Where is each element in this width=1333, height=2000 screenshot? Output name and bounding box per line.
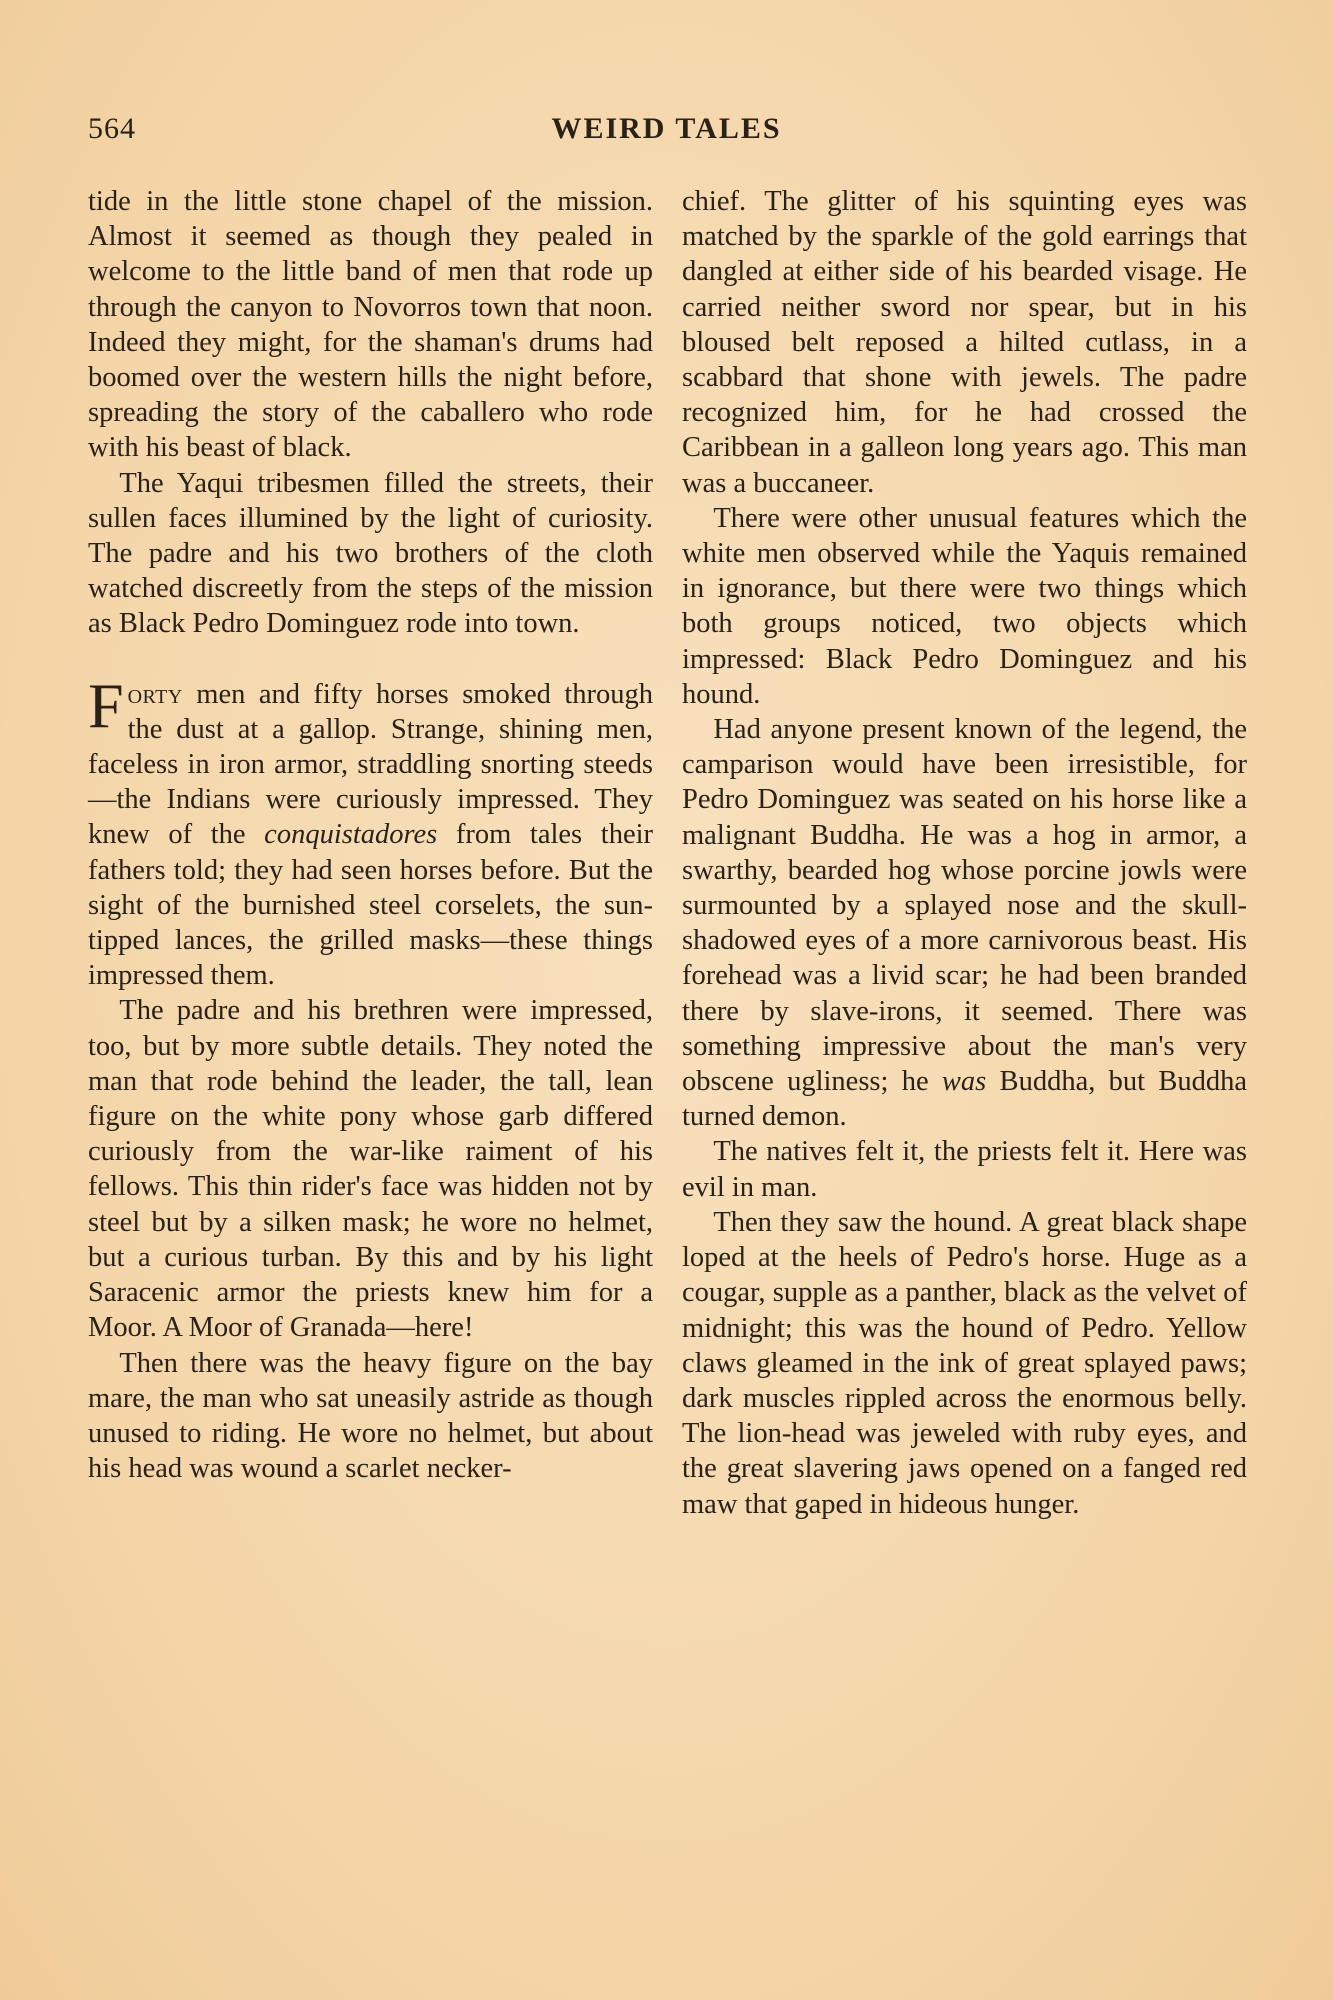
paragraph (682, 712, 1247, 1134)
paragraph: Then there was the heavy figure on the bay mare, the man who sat uneasily astride as though unused to riding. He wore no helmet, but about his head was wound a scarlet necker- (88, 1347, 653, 1485)
small-caps-lead: orty (127, 678, 183, 710)
paragraph: The Yaqui tribesmen filled the streets, their sullen faces illumined by the light of curiosity. The padre and his two brothers of the cloth watched discreetly from the steps of the mission as Black Pedro Dominguez rode into town. (88, 467, 653, 640)
paragraph-text: from tales their fathers told; they had seen horses before. But the sight of the burnished steel corselets, the sun-tipped lances, the grilled masks—these things impressed them. (88, 819, 654, 992)
paragraph: Then they saw the hound. A great black shape loped at the heels of Pedro's horse. Huge as a cougar, supple as a panther, black as the velvet of midnight; this was the hound of Pedro. Yellow claws gleamed in the ink of great splayed paws; dark muscles rippled across the enormous belly. The lion-head was jeweled with ruby eyes, and the great slavering jaws opened on a fanged red maw that gaped in hideous hunger. (682, 1206, 1247, 1520)
paragraph-text: Had anyone present known of the legend, the camparison would have been irresistible, for Pedro Dominguez was seated on his horse like a malignant Buddha. He was a hog in armor, a swarthy, bearded hog whose porcine jowls were surmounted by a splayed nose and the skull-shadowed eyes of a more carnivorous beast. His forehead was a livid scar; he had been branded there by slave-irons, it seemed. There was something impressive about the man's very obscene ugliness; he (682, 714, 1247, 1098)
paragraph: chief. The glitter of his squinting eyes was matched by the sparkle of the gold earrings that dangled at either side of his bearded visage. He carried neither sword nor spear, but in his bloused belt reposed a hilted cutlass, in a scabbard that shone with jewels. The padre recognized him, for he had crossed the Caribbean in a galleon long years ago. This man was a buccaneer. (682, 186, 1247, 499)
paragraph: There were other unusual features which the white men observed while the Yaquis remained in ignorance, but there were two things which both groups noticed, two objects which impressed: Black Pedro Dominguez and his hound. (682, 502, 1247, 710)
drop-cap: F (88, 669, 124, 741)
page-number: 564 (88, 112, 136, 145)
italic-text: was (941, 1066, 987, 1098)
right-column (682, 184, 1247, 1522)
paragraph: tide in the little stone chapel of the mission. Almost it seemed as though they pealed in welcome to the little band of men that rode up through the canyon to Novorros town that noon. Indeed they might, for the shaman's drums had boomed over the western hills the night before, spreading the story of the caballero who rode with his beast of black. (88, 186, 653, 464)
running-title: WEIRD TALES (551, 112, 782, 145)
paragraph-text: men and fifty horses smoked through the dust at a gallop. Strange, shining men, faceless in iron armor, straddling snorting steeds—the Indians were curiously impressed. They knew of the (88, 678, 653, 851)
page-header (0, 112, 1333, 162)
italic-text: conquistadores (264, 819, 438, 851)
left-column (88, 184, 653, 1486)
paragraph-text: Buddha, but Buddha turned demon. (682, 1066, 1247, 1133)
paragraph: The natives felt it, the priests felt it. Here was evil in man. (682, 1136, 1247, 1203)
paragraph: The padre and his brethren were impressed, too, but by more subtle details. They noted the man that rode behind the leader, the tall, lean figure on the white pony whose garb differed curiously from the war-like raiment of his fellows. This thin rider's face was hidden not by steel but by a silken mask; he wore no helmet, but a curious turban. By this and by his light Saracenic armor the priests knew him for a Moor. A Moor of Granada—here! (88, 995, 653, 1344)
section-opening-paragraph (88, 669, 654, 994)
